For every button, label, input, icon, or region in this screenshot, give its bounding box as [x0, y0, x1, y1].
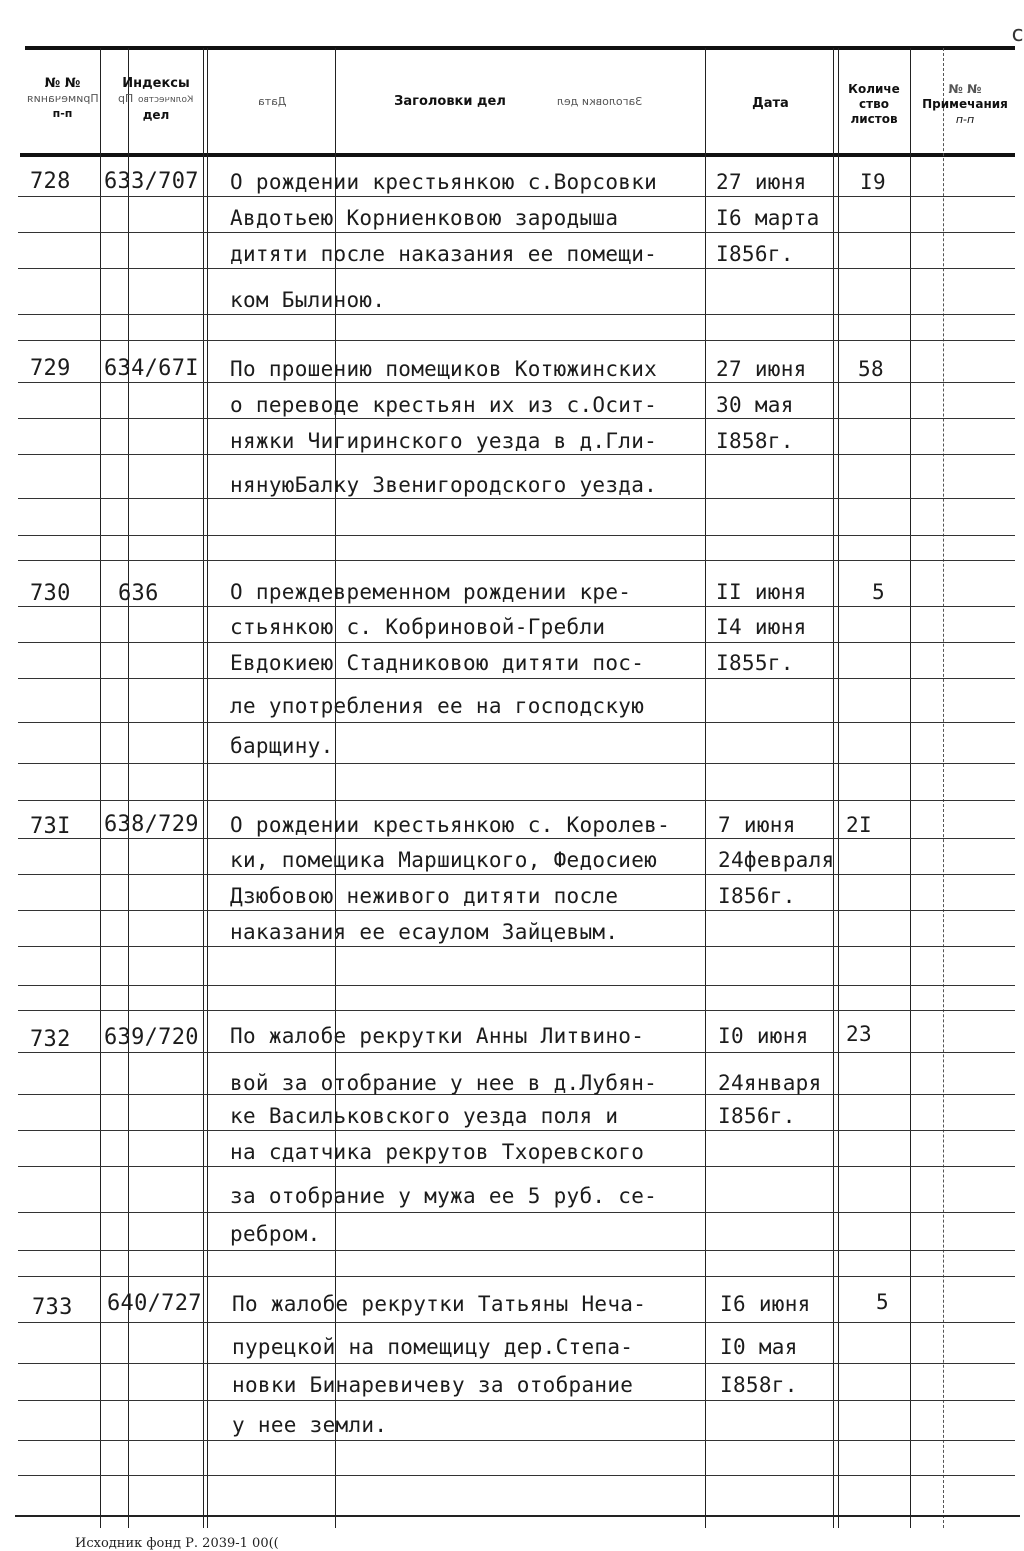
row-title-line: По прошению помещиков Котюжинских [230, 357, 658, 381]
ruled-line [18, 763, 1015, 764]
header-num-mirrored: Примечания [26, 92, 99, 105]
ruled-line [18, 606, 1015, 607]
row-title-line: О преждевременном рождении кре- [230, 580, 632, 604]
ruled-line [18, 340, 1015, 341]
row-date-line: 30 мая [716, 393, 794, 417]
row-title-line: Евдокиею Стадниковою дитяти пос- [230, 651, 645, 675]
row-date-line: I855г. [716, 651, 794, 675]
header-notes-l0: № № [948, 82, 982, 96]
row-title-line: нянуюБалку Звенигородского уезда. [230, 473, 658, 497]
row-title-line: новки Бинаревичеву за отобрание [232, 1373, 634, 1397]
mirrored-title-label: Заголовки дел [557, 95, 643, 108]
header-num-sub: п-п [52, 107, 73, 120]
ruled-line [18, 1212, 1015, 1213]
header-index-sub: дел [142, 108, 170, 122]
header-num-label: № № [44, 76, 81, 91]
ruled-line [18, 498, 1015, 499]
row-number: 728 [30, 169, 71, 194]
header-notes-l1: Примечания [922, 97, 1008, 111]
row-date-line: 7 июня [718, 813, 796, 837]
ruled-line [18, 1010, 1015, 1011]
ruled-line [18, 382, 1015, 383]
ruled-line [18, 642, 1015, 643]
ruled-line [18, 1052, 1015, 1053]
col-divider-3b [207, 48, 208, 1528]
header-notes-l2: п-п [955, 113, 975, 126]
row-sheets: 5 [872, 580, 885, 604]
row-date-line: I6 июня [720, 1292, 811, 1316]
ruled-line [18, 1130, 1015, 1131]
row-date-line: I6 марта [716, 206, 820, 230]
row-title-line: няжки Чигиринского уезда в д.Гли- [230, 429, 658, 453]
header-date-label: Дата [752, 96, 789, 111]
ruled-line [18, 1166, 1015, 1167]
col-divider-8 [943, 48, 944, 1528]
row-title-line: о переводе крестьян их из с.Осит- [230, 393, 658, 417]
row-title-line: ком Былиною. [230, 288, 386, 312]
col-divider-5 [705, 48, 706, 1528]
mirrored-date-label: Дата [258, 95, 287, 108]
row-sheets: I9 [860, 170, 886, 194]
header-index-label: Индексы [122, 76, 190, 91]
row-date-line: 27 июня [716, 357, 807, 381]
row-title-line: на сдатчика рекрутов Тхоревского [230, 1140, 645, 1164]
header-notes [910, 82, 1020, 127]
row-title-line: Авдотьею Корниенковою зародыша [230, 206, 619, 230]
row-date-line: II июня [716, 580, 807, 604]
ruled-line [18, 1440, 1015, 1441]
row-title-line: Дзюбовою неживого дитяти после [230, 884, 619, 908]
header-sheets [836, 82, 912, 127]
col-divider-7 [910, 48, 911, 1528]
row-date-line: I858г. [716, 429, 794, 453]
col-divider-6b [838, 48, 839, 1528]
ruled-line [18, 678, 1015, 679]
row-date-line: 27 июня [716, 170, 807, 194]
row-number: 732 [30, 1027, 71, 1052]
row-title-line: у нее земли. [232, 1413, 388, 1437]
ruled-line [18, 1250, 1015, 1251]
ruled-line [18, 838, 1015, 839]
header-top-rule [25, 46, 1015, 50]
header-num [25, 76, 100, 121]
row-index: 636 [118, 581, 159, 606]
row-date-line: I856г. [718, 884, 796, 908]
corner-mark: с [1010, 22, 1024, 47]
row-title-line: По жалобе рекрутки Анны Литвино- [230, 1024, 645, 1048]
row-title-line: ке Васильковского уезда поля и [230, 1104, 619, 1128]
header-bottom-rule [20, 153, 1015, 157]
col-divider-6 [833, 48, 834, 1528]
ruled-line [18, 1363, 1015, 1364]
ruled-line [18, 418, 1015, 419]
ruled-line [18, 1276, 1015, 1277]
ruled-line [18, 454, 1015, 455]
col-divider-3 [203, 48, 204, 1528]
header-sheets-l1: Количе [848, 82, 900, 96]
row-index: 640/727 [107, 1291, 202, 1316]
ruled-line [18, 1475, 1015, 1476]
row-date-line: 24января [718, 1071, 822, 1095]
row-number: 729 [30, 356, 71, 381]
row-index: 638/729 [104, 812, 199, 837]
header-index [106, 76, 206, 123]
header-index-mirrored: Пр [118, 92, 134, 105]
header-index-mirrored-2: Количество [138, 95, 194, 105]
col-divider-1 [100, 48, 101, 1528]
row-title-line: за отобрание у мужа ее 5 руб. се- [230, 1184, 658, 1208]
header-date-mirrored [210, 94, 335, 109]
row-date-line: I858г. [720, 1373, 798, 1397]
ruled-line [18, 874, 1015, 875]
row-date-line: 24февраля [718, 848, 835, 872]
row-date-line: I0 июня [718, 1024, 809, 1048]
ruled-line [18, 560, 1015, 561]
row-sheets: 58 [858, 357, 884, 381]
ruled-line [18, 946, 1015, 947]
row-date-line: I856г. [718, 1104, 796, 1128]
header-sheets-l2: ство [859, 97, 889, 111]
row-index: 633/707 [104, 169, 199, 194]
row-sheets: 5 [876, 1290, 889, 1314]
ruled-line [18, 985, 1015, 986]
ruled-line [18, 314, 1015, 315]
row-title-line: ле употребления ее на господскую [230, 694, 645, 718]
row-date-line: I4 июня [716, 615, 807, 639]
row-index: 634/67I [104, 356, 199, 381]
row-title-line: О рождении крестьянкою с. Королев- [230, 813, 671, 837]
row-title-line: ки, помещика Маршицкого, Федосиею [230, 848, 658, 872]
row-title-line: По жалобе рекрутки Татьяны Неча- [232, 1292, 647, 1316]
ruled-line [18, 232, 1015, 233]
header-title-mirrored [520, 94, 680, 109]
bottom-rule [15, 1515, 1020, 1517]
row-sheets: 2I [846, 813, 872, 837]
row-title-line: пурецкой на помещицу дер.Степа- [232, 1335, 634, 1359]
row-title-line: стьянкою с. Кобриновой-Гребли [230, 615, 606, 639]
header-title-label: Заголовки дел [394, 94, 506, 109]
row-date-line: I856г. [716, 242, 794, 266]
row-title-line: барщину. [230, 734, 334, 758]
row-title-line: О рождении крестьянкою с.Ворсовки [230, 170, 658, 194]
ruled-line [18, 722, 1015, 723]
ruled-line [18, 1322, 1015, 1323]
ruled-line [18, 535, 1015, 536]
row-title-line: ребром. [230, 1222, 321, 1246]
ruled-line [18, 1400, 1015, 1401]
row-number: 733 [32, 1295, 73, 1320]
ruled-line [18, 268, 1015, 269]
ruled-line [18, 196, 1015, 197]
row-title-line: наказания ее есаулом Зайцевым. [230, 920, 619, 944]
row-sheets: 23 [846, 1022, 872, 1046]
footer-caption: Исходник фонд Р. 2039-1 00(( [75, 1536, 279, 1551]
header-sheets-l3: листов [850, 112, 898, 126]
row-title-line: дитяти после наказания ее помещи- [230, 242, 658, 266]
row-number: 730 [30, 581, 71, 606]
ruled-line [18, 800, 1015, 801]
row-number: 73I [30, 814, 71, 839]
row-title-line: вой за отобрание у нее в д.Лубян- [230, 1071, 658, 1095]
row-date-line: I0 мая [720, 1335, 798, 1359]
header-date [708, 96, 833, 111]
row-index: 639/720 [104, 1025, 199, 1050]
ruled-line [18, 910, 1015, 911]
